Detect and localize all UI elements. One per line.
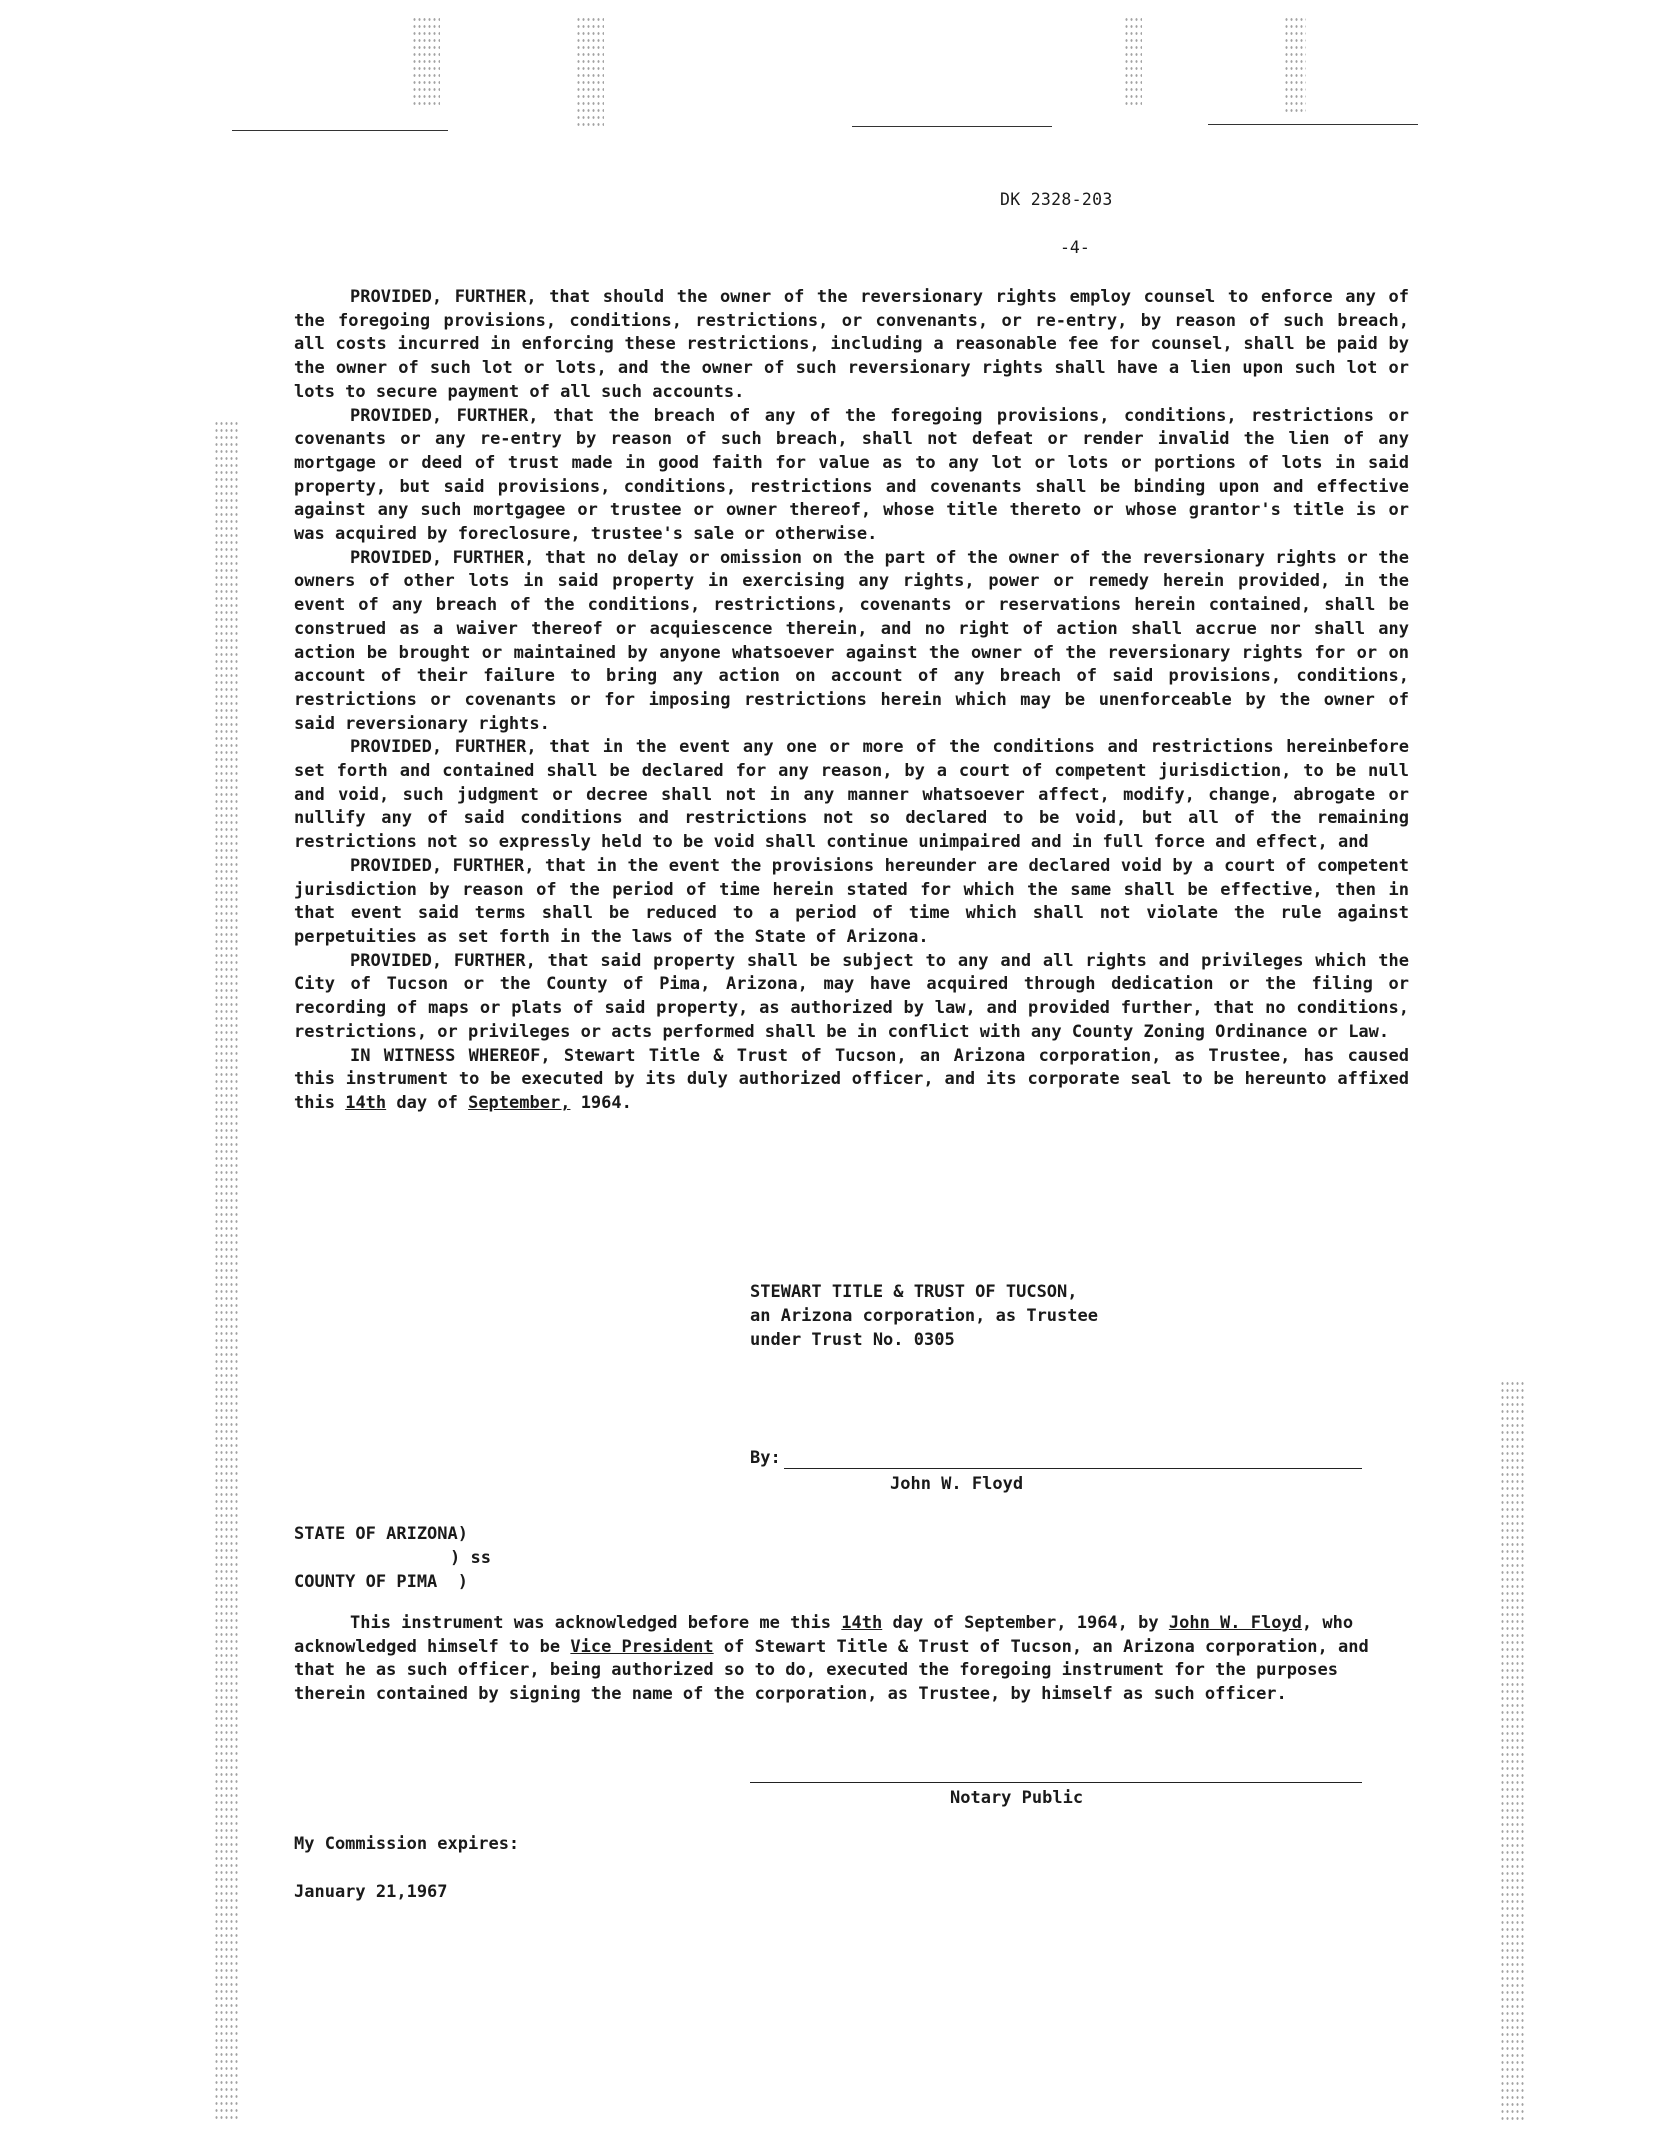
ack-text: day of September, 1964, by (892, 1613, 1159, 1633)
scan-noise-top-3 (1124, 16, 1142, 106)
notary-label: Notary Public (950, 1788, 1084, 1808)
witness-text: IN WITNESS WHEREOF, Stewart Title & Trust of Tucson, an Arizona corporation, as Trustee, has caused this instrument to be executed by its duly authorized officer, and its corporate seal to be hereunto affixed this (294, 1045, 1409, 1113)
ack-name: John W. Floyd (1168, 1613, 1302, 1633)
scan-edge-line (852, 126, 1052, 127)
provision-paragraph: PROVIDED, FURTHER, that in the event any one or more of the conditions and restrictions hereinbefore set forth and contained shall be declared for any reason, by a court of competent jurisdiction, to be null and void, such judgment or decree shall not in any manner whatsoever affect, modify, change, abrogate or nullify any of said conditions and restrictions not so declared to be void, but all of the remaining restrictions not so expressly held to be void shall continue unimpaired and in full force and effect, and (294, 737, 1409, 853)
provision-paragraph: PROVIDED, FURTHER, that in the event the provisions hereunder are declared void by a court of competent jurisdiction by reason of the period of time herein stated for which the same shall be effective, then in that event said terms shall be reduced to a period of time which shall not violate the rule against perpetuities as set forth in the laws of the State of Arizona. (294, 855, 1409, 947)
ack-text: of Stewart Title & Trust of Tucson, an Arizona corporation, and that he as such officer, being authorized so to do, executed the foregoing instrument for the purposes therein contained by signing the name of the corporation, as Trustee, by himself as such officer. (294, 1636, 1369, 1705)
acknowledgment-paragraph (294, 1612, 1409, 1707)
venue-county: COUNTY OF PIMA ) (294, 1572, 468, 1592)
notary-signature-line (750, 1782, 1362, 1783)
venue-ss: ) ss (450, 1548, 491, 1568)
provision-paragraph: PROVIDED, FURTHER, that the breach of any of the foregoing provisions, conditions, restrictions or covenants or any re-entry by reason of such breach, shall not defeat or render invalid the lien of any mortgage or deed of trust made in good faith for value as to any lot or lots or portions of lots in said property, but said provisions, conditions, restrictions and covenants shall be binding upon and effective against any such mortgagee or trustee or owner thereof, whose title thereto or whose grantor's title is or was acquired by foreclosure, trustee's sale or otherwise. (294, 405, 1409, 545)
ack-text: This instrument was acknowledged before me this (350, 1613, 832, 1633)
signature-line (784, 1468, 1362, 1469)
ack-text: , who acknowledged himself to be (294, 1613, 1354, 1657)
by-label: By: (750, 1448, 781, 1468)
witness-day-of: day of (396, 1092, 458, 1113)
trustee-description: an Arizona corporation, as Trustee (750, 1306, 1098, 1326)
ack-title: Vice President (570, 1636, 714, 1657)
witness-year: 1964. (580, 1092, 632, 1113)
scan-noise-left (214, 420, 240, 2120)
provision-paragraph: PROVIDED, FURTHER, that no delay or omission on the part of the owner of the reversionary rights or the owners of other lots in said property in exercising any rights, power or remedy herein provided, in the event of any breach of the conditions, restrictions, covenants or reservations herein contained, shall be construed as a waiver thereof or acquiescence therein, and no right of action shall accrue nor shall any action be brought or maintained by anyone whatsoever against the owner of the reversionary rights for or on account of their failure to bring any action on account of any breach of said provisions, conditions, restrictions or covenants or for imposing restrictions herein which may be unenforceable by the owner of said reversionary rights. (294, 547, 1409, 734)
scan-noise-top-4 (1284, 16, 1306, 116)
scan-noise-top-2 (576, 16, 604, 126)
provision-paragraph: PROVIDED, FURTHER, that said property shall be subject to any and all rights and privileges which the City of Tucson or the County of Pima, Arizona, may have acquired through dedication or the filing or recording of maps or plats of said property, as authorized by law, and provided further, that no conditions, restrictions, or privileges or acts performed shall be in conflict with any County Zoning Ordinance or Law. (294, 950, 1409, 1042)
scan-edge-line (1208, 124, 1418, 125)
commission-label: My Commission expires: (294, 1834, 520, 1854)
trustee-block (750, 1280, 1098, 1352)
docket-reference: DK 2328-203 (1000, 190, 1113, 209)
page-number: -4- (1060, 238, 1090, 257)
signer-name: John W. Floyd (890, 1474, 1024, 1494)
provision-paragraph: PROVIDED, FURTHER, that should the owner of the reversionary rights employ counsel to enforce any of the foregoing provisions, conditions, restrictions, or convenants, or re-entry, by reason of such breach, all costs incurred in enforcing these restrictions, including a reasonable fee for counsel, shall be paid by the owner of such lot or lots, and the owner of such reversionary rights shall have a lien upon such lot or lots to secure payment of all such accounts. (294, 287, 1409, 402)
trustee-name: STEWART TITLE & TRUST OF TUCSON, (750, 1282, 1078, 1302)
venue-state: STATE OF ARIZONA) (294, 1524, 468, 1544)
witness-paragraph (294, 1045, 1409, 1116)
witness-day: 14th (345, 1092, 387, 1113)
venue-block (294, 1522, 491, 1594)
ack-day: 14th (841, 1613, 883, 1633)
witness-month: September, (468, 1092, 571, 1113)
scan-noise-right (1500, 1380, 1524, 2120)
scan-noise-top-1 (412, 16, 440, 106)
scan-edge-line (232, 130, 448, 131)
trust-number: under Trust No. 0305 (750, 1330, 955, 1350)
document-body (294, 286, 1409, 1116)
commission-date: January 21,1967 (294, 1882, 448, 1902)
